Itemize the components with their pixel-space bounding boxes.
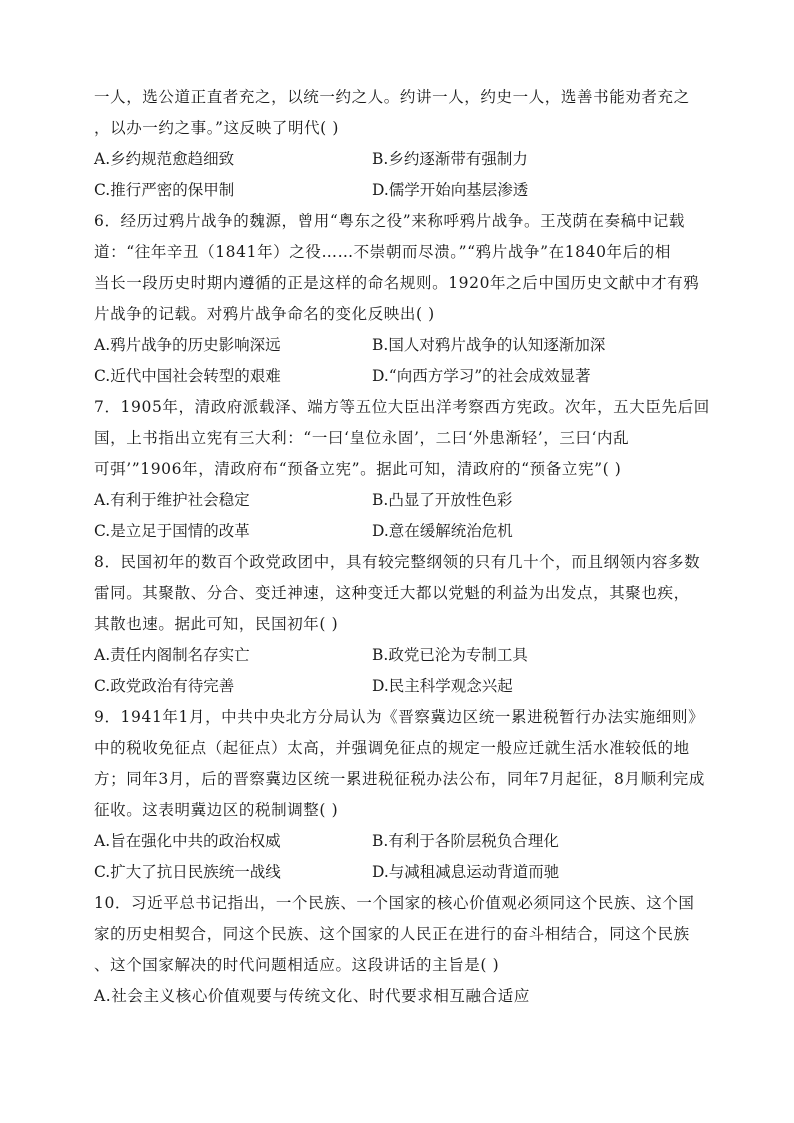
question-7-line-3: 可弭’”1906年，清政府布“预备立宪”。据此可知，清政府的“预备立宪”( ) xyxy=(94,460,622,478)
question-8-option-c: C.政党政治有待完善 xyxy=(94,677,235,695)
question-6-line-2: 道：“往年辛丑（1841年）之役……不崇朝而尽溃。”“鸦片战争”在1840年后的相 xyxy=(94,243,671,261)
question-7-options-row-2 xyxy=(94,516,704,547)
question-5-line-2: ，以办一约之事。”这反映了明代( ) xyxy=(94,119,339,137)
question-5-line-1: 一人，选公道正直者充之，以统一约之人。约讲一人，约史一人，选善书能劝者充之 xyxy=(94,88,690,106)
question-7-option-a: A.有利于维护社会稳定 xyxy=(94,491,250,509)
question-6 xyxy=(94,206,704,392)
question-8-options-row-1 xyxy=(94,640,704,671)
question-10 xyxy=(94,888,704,1012)
question-5-options-row-1 xyxy=(94,144,704,175)
question-5-option-d: D.儒学开始向基层渗透 xyxy=(372,181,529,199)
question-9-line-3: 方；同年3月，后的晋察冀边区统一累进税征税办法公布，同年7月起征，8月顺利完成 xyxy=(94,770,705,788)
question-6-option-a: A.鸦片战争的历史影响深远 xyxy=(94,336,281,354)
question-7-options-row-1 xyxy=(94,485,704,516)
question-5-option-c: C.推行严密的保甲制 xyxy=(94,181,235,199)
question-5 xyxy=(94,82,704,206)
question-10-line-3: 、这个国家解决的时代问题相适应。这段讲话的主旨是( ) xyxy=(94,956,500,974)
question-9-option-b: B.有利于各阶层税负合理化 xyxy=(372,832,559,850)
question-8 xyxy=(94,547,704,702)
question-6-line-4: 片战争的记载。对鸦片战争命名的变化反映出( ) xyxy=(94,305,435,323)
question-9 xyxy=(94,702,704,888)
question-8-line-3: 其散也速。据此可知，民国初年( ) xyxy=(94,615,339,633)
question-8-options-row-2 xyxy=(94,671,704,702)
question-6-options-row-1 xyxy=(94,330,704,361)
question-6-option-d: D.“向西方学习”的社会成效显著 xyxy=(372,367,591,385)
question-9-options-row-2 xyxy=(94,857,704,888)
question-8-line-1: 8．民国初年的数百个政党政团中，具有较完整纲领的只有几十个，而且纲领内容多数 xyxy=(94,553,701,571)
question-9-line-1: 9．1941年1月，中共中央北方分局认为《晋察冀边区统一累进税暂行办法实施细则》 xyxy=(94,708,705,726)
question-8-line-2: 雷同。其聚散、分合、变迁神速，这种变迁大都以党魁的利益为出发点，其聚也疾， xyxy=(94,584,690,602)
question-7-option-d: D.意在缓解统治危机 xyxy=(372,522,513,540)
question-6-line-3: 当长一段历史时期内遵循的正是这样的命名规则。1920年之后中国历史文献中才有鸦 xyxy=(94,274,700,292)
question-7-option-c: C.是立足于国情的改革 xyxy=(94,522,250,540)
question-7-option-b: B.凸显了开放性色彩 xyxy=(372,491,513,509)
question-9-option-a: A.旨在强化中共的政治权威 xyxy=(94,832,281,850)
question-7-line-2: 国，上书指出立宪有三大利：“一曰‘皇位永固’，二曰‘外患渐轻’，三曰‘内乱 xyxy=(94,429,630,447)
question-7 xyxy=(94,392,710,547)
question-7-line-1: 7．1905年，清政府派载泽、端方等五位大臣出洋考察西方宪政。次年，五大臣先后回 xyxy=(94,398,710,416)
question-9-options-row-1 xyxy=(94,826,704,857)
question-6-line-1: 6．经历过鸦片战争的魏源，曾用“粤东之役”来称呼鸦片战争。王茂荫在奏稿中记载 xyxy=(94,212,686,230)
question-6-option-b: B.国人对鸦片战争的认知逐渐加深 xyxy=(372,336,606,354)
question-9-option-d: D.与减租减息运动背道而驰 xyxy=(372,863,560,881)
question-8-option-b: B.政党已沦为专制工具 xyxy=(372,646,528,664)
question-6-option-c: C.近代中国社会转型的艰难 xyxy=(94,367,281,385)
question-8-option-d: D.民主科学观念兴起 xyxy=(372,677,513,695)
question-9-line-2: 中的税收免征点（起征点）太高，并强调免征点的规定一般应迁就生活水准较低的地 xyxy=(94,739,690,757)
question-5-option-b: B.乡约逐渐带有强制力 xyxy=(372,150,528,168)
question-10-line-1: 10．习近平总书记指出，一个民族、一个国家的核心价值观必须同这个民族、这个国 xyxy=(94,894,695,912)
question-6-options-row-2 xyxy=(94,361,704,392)
question-8-option-a: A.责任内阁制名存实亡 xyxy=(94,646,250,664)
question-9-option-c: C.扩大了抗日民族统一战线 xyxy=(94,863,281,881)
question-10-line-2: 家的历史相契合，同这个民族、这个国家的人民正在进行的奋斗相结合，同这个民族 xyxy=(94,925,690,943)
question-9-line-4: 征收。这表明冀边区的税制调整( ) xyxy=(94,801,339,819)
question-10-option-a: A.社会主义核心价值观要与传统文化、时代要求相互融合适应 xyxy=(94,987,530,1005)
question-5-option-a: A.乡约规范愈趋细致 xyxy=(94,150,235,168)
question-5-options-row-2 xyxy=(94,175,704,206)
exam-page xyxy=(94,82,710,1012)
